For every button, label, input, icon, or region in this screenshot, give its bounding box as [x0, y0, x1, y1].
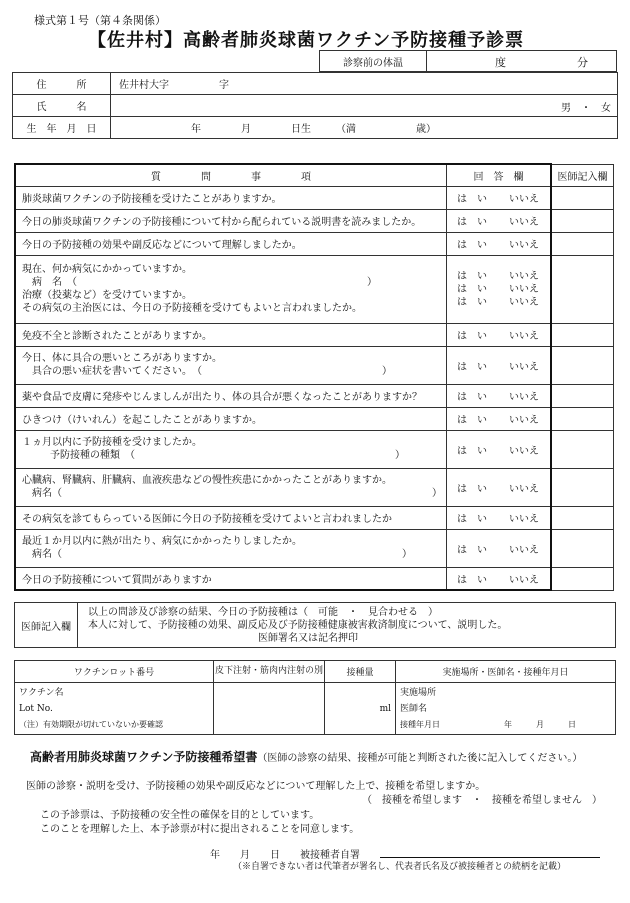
temperature-box	[319, 50, 617, 72]
question-row	[15, 529, 614, 567]
question-row	[15, 186, 614, 209]
question-text: 今日の予防接種について質問がありますか	[15, 567, 447, 590]
answer-no[interactable]: いいえ	[509, 240, 539, 251]
question-row	[15, 468, 614, 506]
answer-yes[interactable]: は い	[457, 217, 487, 228]
answer-yes[interactable]: は い	[457, 270, 487, 282]
question-row	[15, 407, 614, 430]
name-label: 氏 名	[13, 95, 111, 117]
doctor-cell[interactable]	[551, 232, 614, 255]
doctor-name-label: 医師名	[400, 704, 428, 714]
personal-info-table	[12, 72, 618, 139]
question-line[interactable]: 予防接種の種類 （ ）	[50, 450, 405, 461]
consent-title: 高齢者用肺炎球菌ワクチン予防接種希望書	[30, 750, 258, 764]
page-title: 【佐井村】高齢者肺炎球菌ワクチン予防接種予診票	[88, 30, 525, 51]
answer-cell[interactable]	[447, 407, 552, 430]
doctor-cell[interactable]	[551, 407, 614, 430]
answer-no[interactable]: いいえ	[509, 483, 539, 495]
question-line: 治療（投薬など）を受けていますか。	[22, 290, 192, 301]
answer-no[interactable]: いいえ	[509, 331, 539, 342]
doctor-entry-label: 医師記入欄	[15, 603, 78, 648]
expiry-note: （注）有効期限が切れていないか要確認	[19, 720, 163, 729]
place-label: 実施場所	[400, 688, 437, 698]
answer-cell[interactable]	[447, 529, 552, 567]
amount-cell[interactable]	[325, 683, 396, 735]
question-row	[15, 567, 614, 590]
answer-yes[interactable]: は い	[457, 331, 487, 342]
answer-no[interactable]: いいえ	[509, 392, 539, 403]
route-cell[interactable]	[214, 683, 325, 735]
question-line[interactable]: 病名（ ）	[32, 488, 442, 499]
consent-agreement: このことを理解した上、本予診票が村に提出されることを同意します。	[40, 824, 360, 835]
answer-yes[interactable]: は い	[457, 361, 487, 373]
answer-yes[interactable]: は い	[457, 544, 487, 556]
doctor-entry-content	[78, 603, 616, 648]
temperature-label: 診察前の体温	[320, 51, 427, 72]
consent-choice[interactable]: （ 接種を希望します ・ 接種を希望しません ）	[362, 795, 602, 806]
doctor-cell[interactable]	[551, 468, 614, 506]
col-answer-header: 回 答 欄	[447, 164, 552, 186]
date-label: 接種年月日 年 月 日	[400, 720, 576, 729]
birth-label: 生 年 月 日	[13, 117, 111, 139]
question-row	[15, 430, 614, 468]
doctor-cell[interactable]	[551, 506, 614, 529]
question-text: 免疫不全と診断されたことがありますか。	[15, 323, 447, 346]
question-line: 今日、体に具合の悪いところがありますか。	[22, 353, 222, 364]
doctor-signature[interactable]: 医師署名又は記名押印	[258, 632, 358, 644]
address-label: 住 所	[13, 73, 111, 95]
answer-no[interactable]: いいえ	[509, 296, 539, 308]
consent-question: 医師の診察・説明を受け、予防接種の効果や副反応などについて理解した上で、接種を希望しますか。	[26, 781, 486, 792]
answer-cell[interactable]	[447, 468, 552, 506]
gender-choice[interactable]: 男 ・ 女	[561, 103, 611, 114]
lot-cell[interactable]	[15, 683, 214, 735]
answer-yes[interactable]: は い	[457, 296, 487, 308]
ml-unit: ml	[379, 703, 391, 714]
question-text: 薬や食品で皮膚に発疹やじんましんが出たり、体の具合が悪くなったことがありますか？	[15, 384, 447, 407]
question-text: 今日の予防接種の効果や副反応などについて理解しましたか。	[15, 232, 447, 255]
consent-heading	[30, 748, 582, 765]
question-line: 現在、何か病気にかかっていますか。	[22, 264, 192, 275]
doctor-entry-line[interactable]: 以上の問診及び診察の結果、今日の予防接種は（ 可能 ・ 見合わせる ）	[88, 606, 438, 618]
temperature-unit-min: 分	[577, 56, 588, 69]
route-header: 皮下注射・筋肉内注射の別	[214, 661, 325, 683]
consent-purpose: この予診票は、予防接種の安全性の確保を目的としています。	[40, 810, 320, 821]
answer-cell[interactable]	[447, 255, 552, 323]
answer-yes[interactable]: は い	[457, 283, 487, 295]
place-cell[interactable]	[396, 683, 616, 735]
answer-cell[interactable]	[447, 506, 552, 529]
question-row	[15, 346, 614, 384]
answer-yes[interactable]: は い	[457, 574, 487, 586]
answer-yes[interactable]: は い	[457, 483, 487, 495]
question-line[interactable]: 病 名 （ ）	[32, 277, 377, 288]
col-doctor-header: 医師記入欄	[551, 164, 614, 186]
doctor-cell[interactable]	[551, 255, 614, 323]
answer-no[interactable]: いいえ	[509, 415, 539, 426]
questionnaire-table	[14, 163, 614, 591]
form-number: 様式第１号（第４条関係）	[34, 14, 166, 27]
col-question-header: 質 問 事 項	[15, 164, 447, 186]
lot-number-label: Lot No.	[19, 704, 53, 714]
answer-no[interactable]: いいえ	[509, 361, 539, 373]
question-text	[15, 468, 447, 506]
answer-no[interactable]: いいえ	[509, 217, 539, 228]
doctor-cell[interactable]	[551, 346, 614, 384]
birth-field[interactable]: 年 月 日生 （満 歳）	[111, 117, 618, 139]
doctor-cell[interactable]	[551, 323, 614, 346]
answer-no[interactable]: いいえ	[509, 445, 539, 457]
signature-label: 年 月 日 被接種者自署	[210, 850, 360, 861]
address-field[interactable]: 佐井村大字 字	[111, 73, 618, 95]
question-text	[15, 255, 447, 323]
doctor-entry-line: 本人に対して、予防接種の効果、副反応及び予防接種健康被害救済制度について、説明した。	[88, 619, 508, 631]
answer-no[interactable]: いいえ	[509, 574, 539, 586]
question-text	[15, 529, 447, 567]
question-line: 最近１か月以内に熱が出たり、病気にかかったりしましたか。	[22, 536, 302, 547]
answer-cell[interactable]	[447, 384, 552, 407]
question-row	[15, 506, 614, 529]
signature-note: （※自署できない者は代筆者が署名し、代表者氏名及び被接種者との続柄を記載）	[233, 862, 567, 872]
question-line: 心臓病、腎臓病、肝臓病、血液疾患などの慢性疾患にかかったことがありますか。	[22, 475, 392, 486]
question-line[interactable]: 病名（ ）	[32, 549, 412, 560]
question-line: １ヵ月以内に予防接種を受けましたか。	[22, 437, 202, 448]
answer-cell[interactable]	[447, 186, 552, 209]
question-text: ひきつけ（けいれん）を起こしたことがありますか。	[15, 407, 447, 430]
answer-yes[interactable]: は い	[457, 514, 487, 525]
lot-header: ワクチンロット番号	[15, 661, 214, 683]
answer-cell[interactable]	[447, 232, 552, 255]
amount-header: 接種量	[325, 661, 396, 683]
answer-yes[interactable]: は い	[457, 445, 487, 457]
question-line[interactable]: 具合の悪い症状を書いてください。 （ ）	[32, 366, 392, 377]
doctor-cell[interactable]	[551, 529, 614, 567]
question-row	[15, 323, 614, 346]
answer-cell[interactable]	[447, 323, 552, 346]
question-text: 今日の肺炎球菌ワクチンの予防接種について村から配られている説明書を読みましたか。	[15, 209, 447, 232]
answer-yes[interactable]: は い	[457, 194, 487, 205]
answer-cell[interactable]	[447, 430, 552, 468]
signature-line[interactable]	[380, 857, 600, 858]
place-header: 実施場所・医師名・接種年月日	[396, 661, 616, 683]
question-row	[15, 209, 614, 232]
answer-no[interactable]: いいえ	[509, 194, 539, 205]
answer-no[interactable]: いいえ	[509, 514, 539, 525]
doctor-entry-box	[14, 602, 616, 648]
temperature-unit-deg: 度	[495, 56, 506, 69]
answer-yes[interactable]: は い	[457, 392, 487, 403]
question-row	[15, 384, 614, 407]
vaccine-table	[14, 660, 616, 735]
doctor-cell[interactable]	[551, 186, 614, 209]
answer-cell[interactable]	[447, 209, 552, 232]
answer-no[interactable]: いいえ	[509, 283, 539, 295]
answer-yes[interactable]: は い	[457, 415, 487, 426]
question-text	[15, 346, 447, 384]
answer-yes[interactable]: は い	[457, 240, 487, 251]
question-text	[15, 430, 447, 468]
doctor-cell[interactable]	[551, 430, 614, 468]
doctor-cell[interactable]	[551, 567, 614, 590]
answer-no[interactable]: いいえ	[509, 544, 539, 556]
question-line: その病気の主治医には、今日の予防接種を受けてもよいと言われましたか。	[22, 303, 362, 314]
question-row	[15, 232, 614, 255]
temperature-field[interactable]	[427, 51, 617, 72]
vaccine-name-label: ワクチン名	[19, 688, 64, 698]
doctor-cell[interactable]	[551, 384, 614, 407]
answer-no[interactable]: いいえ	[509, 270, 539, 282]
name-field[interactable]	[111, 95, 618, 117]
answer-cell[interactable]	[447, 346, 552, 384]
question-row	[15, 255, 614, 323]
consent-subtitle: （医師の診察の結果、接種が可能と判断された後に記入してください。）	[257, 753, 583, 764]
doctor-cell[interactable]	[551, 209, 614, 232]
question-text: 肺炎球菌ワクチンの予防接種を受けたことがありますか。	[15, 186, 447, 209]
answer-cell[interactable]	[447, 567, 552, 590]
question-text: その病気を診てもらっている医師に今日の予防接種を受けてよいと言われましたか	[15, 506, 447, 529]
